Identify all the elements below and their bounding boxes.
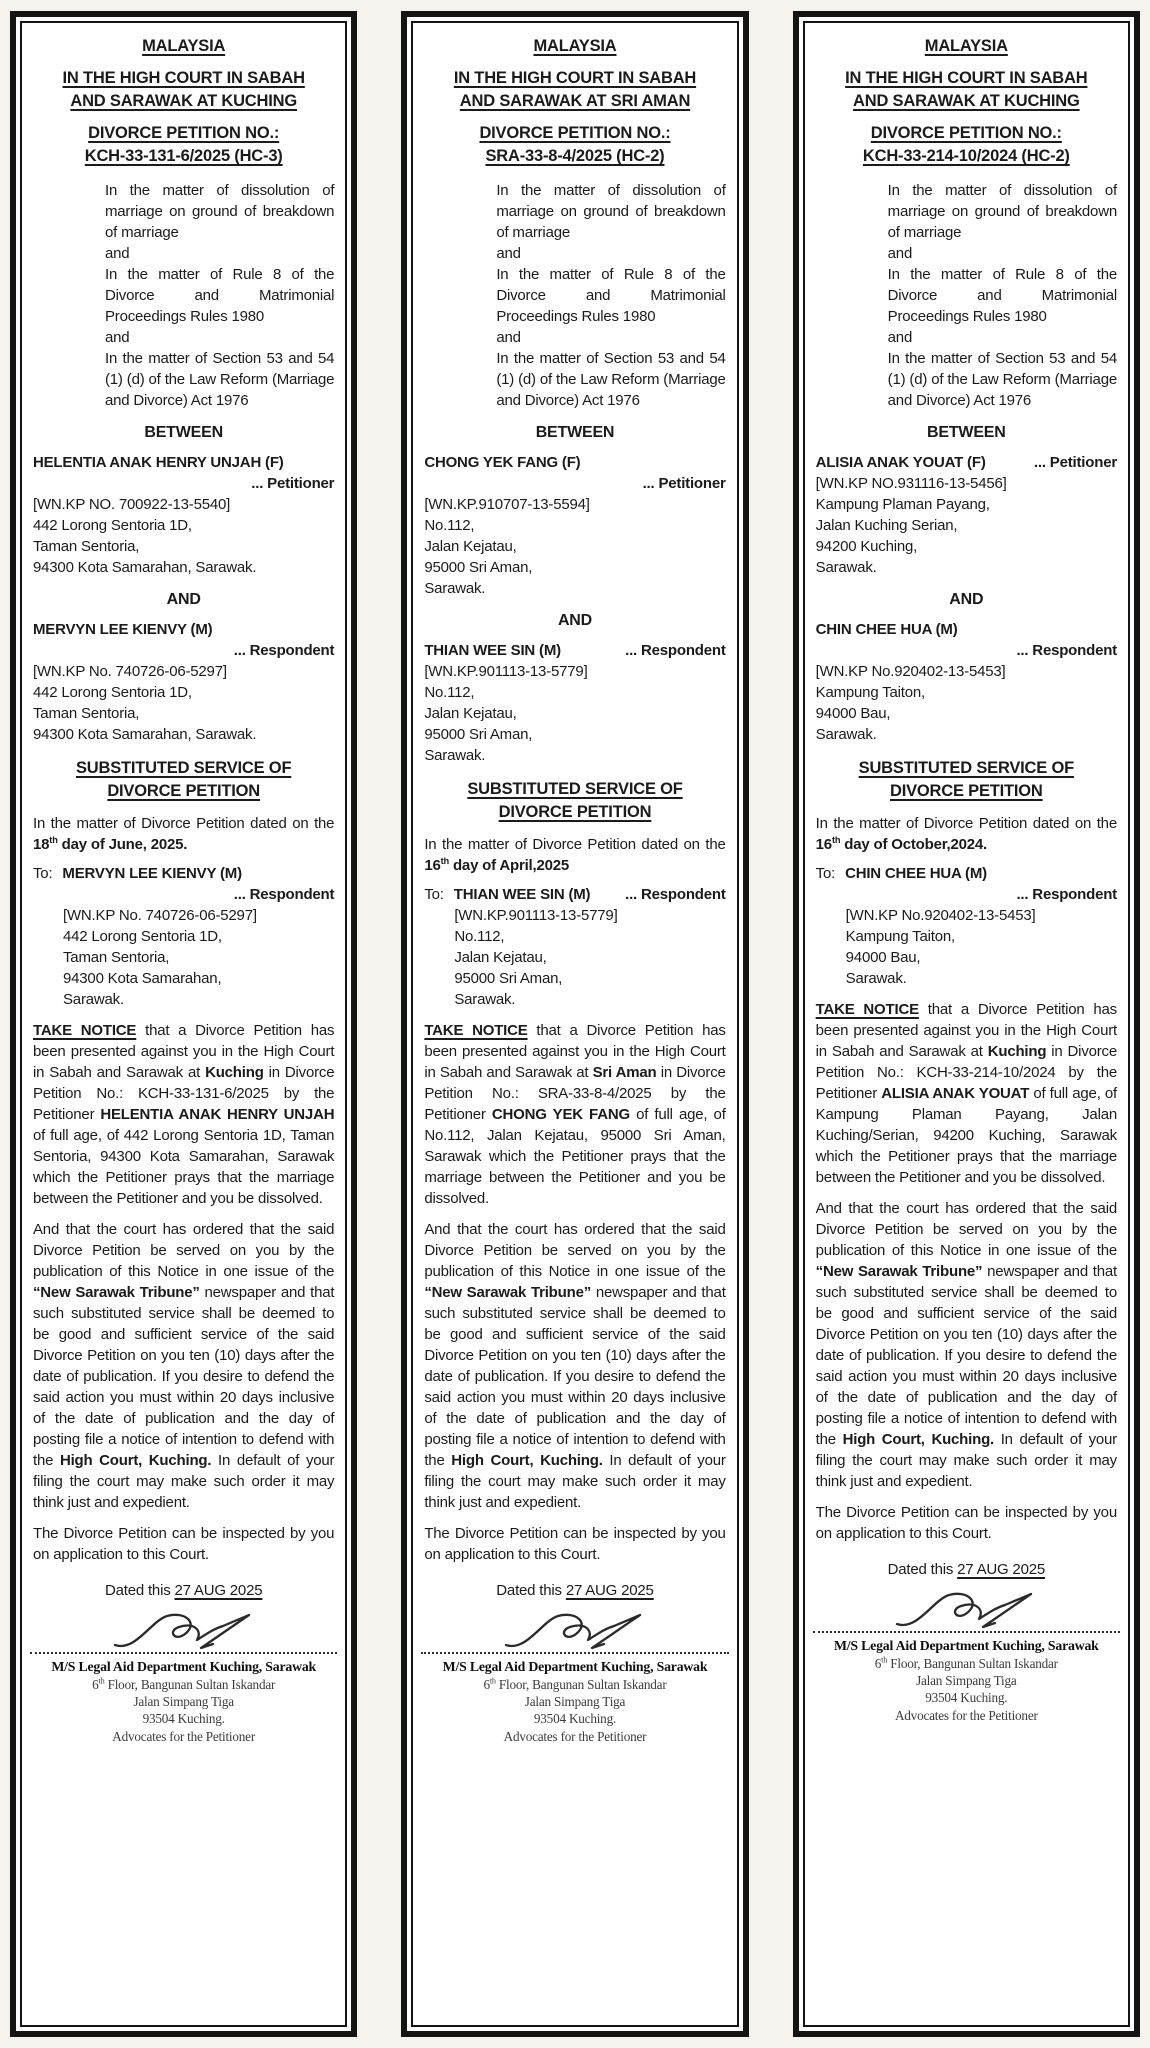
to-role: ... Respondent [233, 886, 335, 903]
court-title-line2: AND SARAWAK AT SRI AMAN [459, 92, 691, 110]
firm-address-line2: Jalan Simpang Tiga [133, 1694, 234, 1709]
to-label: To: [815, 865, 836, 882]
respondent-role: ... Respondent [1016, 642, 1117, 659]
dated-intro: In the matter of Divorce Petition dated on the 16th day of October,2024. [815, 815, 1117, 853]
address-line: [WN.KP.910707-13-5594] [424, 496, 590, 513]
to-row [424, 884, 725, 905]
address-line: 94000 Bau, [815, 705, 891, 722]
recital-line: In the matter of Section 53 and 54 (1) (d) of the Law Reform (Marriage and Divorce) Act 1976 [496, 350, 726, 409]
petitioner-name: CHONG YEK FANG (F) [424, 454, 581, 471]
address-line: Sarawak. [424, 747, 486, 764]
recital-line: In the matter of Section 53 and 54 (1) (d) of the Law Reform (Marriage and Divorce) Act 1976 [887, 350, 1117, 409]
address-line: 95000 Sri Aman, [454, 970, 563, 987]
petitioner-role: ... Petitioner [642, 475, 726, 492]
address-line: 94300 Kota Samarahan, Sarawak. [33, 726, 257, 743]
address-line: 94300 Kota Samarahan, Sarawak. [33, 559, 257, 576]
address-line: Kampung Plaman Payang, [815, 496, 990, 513]
signature-icon [500, 1603, 650, 1661]
court-title-line1: IN THE HIGH COURT IN SABAH [845, 69, 1088, 87]
firm-address-line1: 6th Floor, Bangunan Sultan Iskandar [92, 1676, 276, 1692]
to-address [63, 905, 334, 1010]
recital-and: and [887, 329, 913, 346]
address-line: No.112, [454, 928, 505, 945]
address-line: 94300 Kota Samarahan, [63, 970, 222, 987]
firm-role: Advocates for the Petitioner [112, 1729, 256, 1744]
address-line: 95000 Sri Aman, [424, 559, 533, 576]
address-line: Taman Sentoria, [33, 538, 140, 555]
recital-line: In the matter of dissolution of marriage on ground of breakdown of marriage [105, 182, 335, 241]
address-line: Sarawak. [63, 991, 124, 1008]
address-line: 442 Lorong Sentoria 1D, [33, 684, 192, 701]
to-name: CHIN CHEE HUA (M) [845, 865, 987, 882]
recital-line: In the matter of Section 53 and 54 (1) (d) of the Law Reform (Marriage and Divorce) Act 1976 [105, 350, 335, 409]
address-line: Sarawak. [845, 970, 907, 987]
service-title-line1: SUBSTITUTED SERVICE OF [76, 759, 292, 777]
petition-no-label: DIVORCE PETITION NO.: [479, 124, 671, 142]
petition-no-label: DIVORCE PETITION NO.: [870, 124, 1062, 142]
address-line: Jalan Kuching Serian, [815, 517, 958, 534]
respondent-block [33, 619, 334, 745]
address-line: [WN.KP.901113-13-5779] [424, 663, 588, 680]
inspect-paragraph: The Divorce Petition can be inspected by you on application to this Court. [33, 1525, 335, 1563]
firm-role: Advocates for the Petitioner [503, 1729, 647, 1744]
firm-address-line2: Jalan Simpang Tiga [916, 1673, 1017, 1688]
dated-date: 27 AUG 2025 [174, 1582, 263, 1599]
address-line: Jalan Kejatau, [424, 538, 517, 555]
take-notice-paragraph: TAKE NOTICE that a Divorce Petition has been presented against you in the High Court in Sabah and Sarawak at Kuching in Divorce Petition No.: KCH-33-214-10/2024 by the Petitioner ALISIA ANAK YOUAT of full age, of Kampung Plaman Payang, Jalan Kuching/Serian, 94200 Kuching, Sarawak which the Petitioner prays that the marriage between the Petitioner and you be dissolved. [815, 1001, 1117, 1186]
recital-line: In the matter of dissolution of marriage on ground of breakdown of marriage [887, 182, 1117, 241]
between-heading: BETWEEN [144, 424, 223, 441]
address-line: No.112, [424, 684, 475, 701]
petitioner-address [424, 494, 725, 599]
and-heading: AND [557, 612, 593, 629]
and-heading: AND [166, 591, 201, 608]
dated-prefix: Dated this [104, 1582, 175, 1599]
petitioner-block [816, 452, 1117, 578]
signature-wrap [816, 1582, 1117, 1646]
service-title [816, 757, 1117, 803]
address-line: Sarawak. [815, 726, 877, 743]
respondent-name-row [33, 619, 334, 640]
respondent-name: MERVYN LEE KIENVY (M) [33, 621, 213, 638]
petition-no-block [33, 122, 334, 168]
firm-address-line1: 6th Floor, Bangunan Sultan Iskandar [483, 1676, 667, 1692]
and-heading: AND [949, 591, 984, 608]
recital-and: and [496, 329, 521, 346]
address-line: Sarawak. [815, 559, 877, 576]
dated-date: 27 AUG 2025 [565, 1582, 654, 1599]
country-title: MALAYSIA [924, 37, 1008, 55]
order-paragraph: And that the court has ordered that the said Divorce Petition be served on you by the publication of this Notice in one issue of the “New Sarawak Tribune” newspaper and that such substituted service shall be deemed to be good and sufficient service of the said Divorce Petition on you ten (10) days after the date of publication. If you desire to defend the said action you must within 20 days inclusive of the date of publication and the day of posting file a notice of intention to defend with the High Court, Kuching. In default of your filing the court may make such order it may think just and expedient. [815, 1200, 1117, 1490]
petition-no-block [816, 122, 1117, 168]
recital-line: In the matter of Rule 8 of the Divorce and Matrimonial Proceedings Rules 1980 [105, 266, 335, 325]
court-title [816, 67, 1117, 113]
notice-inner [803, 21, 1130, 2027]
petitioner-block [424, 452, 725, 599]
between-heading: BETWEEN [927, 424, 1006, 441]
take-notice-paragraph: TAKE NOTICE that a Divorce Petition has been presented against you in the High Court in Sabah and Sarawak at Sri Aman in Divorce Petition No.: SRA-33-8-4/2025 by the Petitioner CHONG YEK FANG of full age, of No.112, Jalan Kejatau, 95000 Sri Aman, Sarawak which the Petitioner prays that the marriage between the Petitioner and you be dissolved. [424, 1022, 726, 1207]
respondent-address [424, 661, 725, 766]
respondent-address [816, 661, 1117, 745]
to-row [816, 863, 1117, 884]
firm-address-line3: 93504 Kuching. [142, 1711, 225, 1726]
recital-and: and [105, 329, 130, 346]
firm-address-line2: Jalan Simpang Tiga [524, 1694, 626, 1709]
dated-line [33, 1580, 334, 1601]
petitioner-role: ... Petitioner [251, 475, 335, 492]
to-label: To: [424, 886, 444, 903]
service-title-line2: DIVORCE PETITION [889, 782, 1043, 800]
respondent-address [33, 661, 334, 745]
dated-intro: In the matter of Divorce Petition dated on the 18th day of June, 2025. [33, 815, 335, 853]
inspect-paragraph: The Divorce Petition can be inspected by you on application to this Court. [424, 1525, 726, 1563]
firm-address-line3: 93504 Kuching. [533, 1711, 617, 1726]
dated-line [424, 1580, 725, 1601]
petition-no-label: DIVORCE PETITION NO.: [88, 124, 280, 142]
signature-wrap [424, 1603, 725, 1667]
address-line: [WN.KP.901113-13-5779] [454, 907, 618, 924]
address-line: 94000 Bau, [845, 949, 921, 966]
recitals [496, 180, 725, 411]
address-line: [WN.KP No.920402-13-5453] [845, 907, 1036, 924]
order-paragraph: And that the court has ordered that the said Divorce Petition be served on you by the publication of this Notice in one issue of the “New Sarawak Tribune” newspaper and that such substituted service shall be deemed to be good and sufficient service of the said Divorce Petition on you ten (10) days after the date of publication. If you desire to defend the said action you must within 20 days inclusive of the date of publication and the day of posting file a notice of intention to defend with the High Court, Kuching. In default of your filing the court may make such order it may think just and expedient. [33, 1221, 335, 1511]
address-line: No.112, [424, 517, 475, 534]
petitioner-name: HELENTIA ANAK HENRY UNJAH (F) [33, 454, 284, 471]
notice-inner [411, 21, 738, 2027]
to-block [816, 863, 1117, 989]
court-title-line1: IN THE HIGH COURT IN SABAH [62, 69, 305, 87]
recital-line: In the matter of Rule 8 of the Divorce and Matrimonial Proceedings Rules 1980 [496, 266, 726, 325]
petitioner-name: ALISIA ANAK YOUAT (F) [815, 454, 986, 471]
recital-line: In the matter of dissolution of marriage on ground of breakdown of marriage [496, 182, 726, 241]
signature-icon [109, 1603, 259, 1661]
to-block [33, 863, 334, 1010]
respondent-role-inline: ... Respondent [625, 642, 726, 659]
dated-prefix: Dated this [496, 1582, 566, 1599]
court-title-line2: AND SARAWAK AT KUCHING [70, 92, 297, 110]
recital-line: In the matter of Rule 8 of the Divorce and Matrimonial Proceedings Rules 1980 [887, 266, 1117, 325]
country-title: MALAYSIA [533, 37, 617, 55]
respondent-name: THIAN WEE SIN (M) [424, 642, 561, 659]
service-title-line2: DIVORCE PETITION [498, 803, 652, 821]
service-title [33, 757, 334, 803]
address-line: Kampung Taiton, [845, 928, 955, 945]
address-line: Jalan Kejatau, [424, 705, 517, 722]
address-line: [WN.KP NO. 700922-13-5540] [33, 496, 231, 513]
address-line: Taman Sentoria, [33, 705, 140, 722]
firm-address-line1: 6th Floor, Bangunan Sultan Iskandar [874, 1655, 1058, 1671]
address-line: 442 Lorong Sentoria 1D, [33, 517, 192, 534]
dated-date: 27 AUG 2025 [957, 1561, 1046, 1578]
petitioner-address [33, 494, 334, 578]
respondent-block [424, 640, 725, 766]
petition-no-block [424, 122, 725, 168]
address-line: [WN.KP No.920402-13-5453] [815, 663, 1006, 680]
notice-box [793, 11, 1140, 2037]
court-title-line1: IN THE HIGH COURT IN SABAH [453, 69, 697, 87]
service-title-line1: SUBSTITUTED SERVICE OF [858, 759, 1074, 777]
recitals [888, 180, 1117, 411]
address-line: 94200 Kuching, [815, 538, 918, 555]
address-line: Kampung Taiton, [815, 684, 925, 701]
address-line: Taman Sentoria, [63, 949, 170, 966]
court-title [424, 67, 725, 113]
court-title [33, 67, 334, 113]
between-heading: BETWEEN [535, 424, 615, 441]
service-title-line2: DIVORCE PETITION [107, 782, 260, 800]
address-line: Jalan Kejatau, [454, 949, 547, 966]
to-address [454, 905, 725, 1010]
respondent-name-row [424, 640, 725, 661]
address-line: Sarawak. [424, 580, 486, 597]
petitioner-name-row [816, 452, 1117, 473]
firm-name: M/S Legal Aid Department Kuching, Sarawak [442, 1659, 708, 1674]
to-row [33, 863, 334, 884]
to-name: THIAN WEE SIN (M) [453, 886, 591, 903]
petitioner-name-row [424, 452, 725, 473]
address-line: [WN.KP No. 740726-06-5297] [63, 907, 257, 924]
dated-intro: In the matter of Divorce Petition dated on the 16th day of April,2025 [424, 836, 726, 874]
notice-box [401, 11, 748, 2037]
dated-prefix: Dated this [887, 1561, 958, 1578]
recital-and: and [887, 245, 913, 262]
petitioner-name-row [33, 452, 334, 473]
recital-and: and [105, 245, 130, 262]
to-block [424, 884, 725, 1010]
address-line: 95000 Sri Aman, [424, 726, 533, 743]
order-paragraph: And that the court has ordered that the said Divorce Petition be served on you by the publication of this Notice in one issue of the “New Sarawak Tribune” newspaper and that such substituted service shall be deemed to be good and sufficient service of the said Divorce Petition on you ten (10) days after the date of publication. If you desire to defend the said action you must within 20 days inclusive of the date of publication and the day of posting file a notice of intention to defend with the High Court, Kuching. In default of your filing the court may make such order it may think just and expedient. [424, 1221, 726, 1511]
country-title: MALAYSIA [142, 37, 226, 55]
petitioner-address [816, 473, 1117, 578]
firm-address-line3: 93504 Kuching. [925, 1690, 1008, 1705]
firm-name: M/S Legal Aid Department Kuching, Sarawak [833, 1638, 1099, 1653]
to-name: MERVYN LEE KIENVY (M) [62, 865, 242, 882]
signature-icon [891, 1582, 1041, 1640]
service-title [424, 778, 725, 824]
dated-line [816, 1559, 1117, 1580]
firm-role: Advocates for the Petitioner [894, 1708, 1038, 1723]
signature-wrap [33, 1603, 334, 1667]
recitals [105, 180, 334, 411]
respondent-name: CHIN CHEE HUA (M) [815, 621, 958, 638]
address-line: [WN.KP NO.931116-13-5456] [815, 475, 1007, 492]
petition-no: KCH-33-214-10/2024 (HC-2) [862, 147, 1070, 165]
court-title-line2: AND SARAWAK AT KUCHING [853, 92, 1080, 110]
to-label: To: [33, 865, 53, 882]
address-line: Sarawak. [454, 991, 516, 1008]
petitioner-block [33, 452, 334, 578]
recital-and: and [496, 245, 521, 262]
petitioner-role-inline: ... Petitioner [1033, 454, 1117, 471]
to-role: ... Respondent [1016, 886, 1117, 903]
respondent-name-row [816, 619, 1117, 640]
address-line: [WN.KP No. 740726-06-5297] [33, 663, 227, 680]
firm-name: M/S Legal Aid Department Kuching, Sarawak [51, 1659, 316, 1674]
service-title-line1: SUBSTITUTED SERVICE OF [467, 780, 683, 798]
respondent-block [816, 619, 1117, 745]
notice-box [10, 11, 357, 2037]
take-notice-paragraph: TAKE NOTICE that a Divorce Petition has been presented against you in the High Court in Sabah and Sarawak at Kuching in Divorce Petition No.: KCH-33-131-6/2025 by the Petitioner HELENTIA ANAK HENRY UNJAH of full age, of 442 Lorong Sentoria 1D, Taman Sentoria, 94300 Kota Samarahan, Sarawak which the Petitioner prays that the marriage between the Petitioner and you be dissolved. [33, 1022, 335, 1207]
address-line: 442 Lorong Sentoria 1D, [63, 928, 222, 945]
inspect-paragraph: The Divorce Petition can be inspected by you on application to this Court. [815, 1504, 1117, 1542]
to-role-inline: ... Respondent [625, 886, 726, 903]
notice-inner [20, 21, 347, 2027]
petition-no: SRA-33-8-4/2025 (HC-2) [485, 147, 665, 165]
to-address [846, 905, 1117, 989]
petition-no: KCH-33-131-6/2025 (HC-3) [84, 147, 283, 165]
respondent-role: ... Respondent [233, 642, 335, 659]
